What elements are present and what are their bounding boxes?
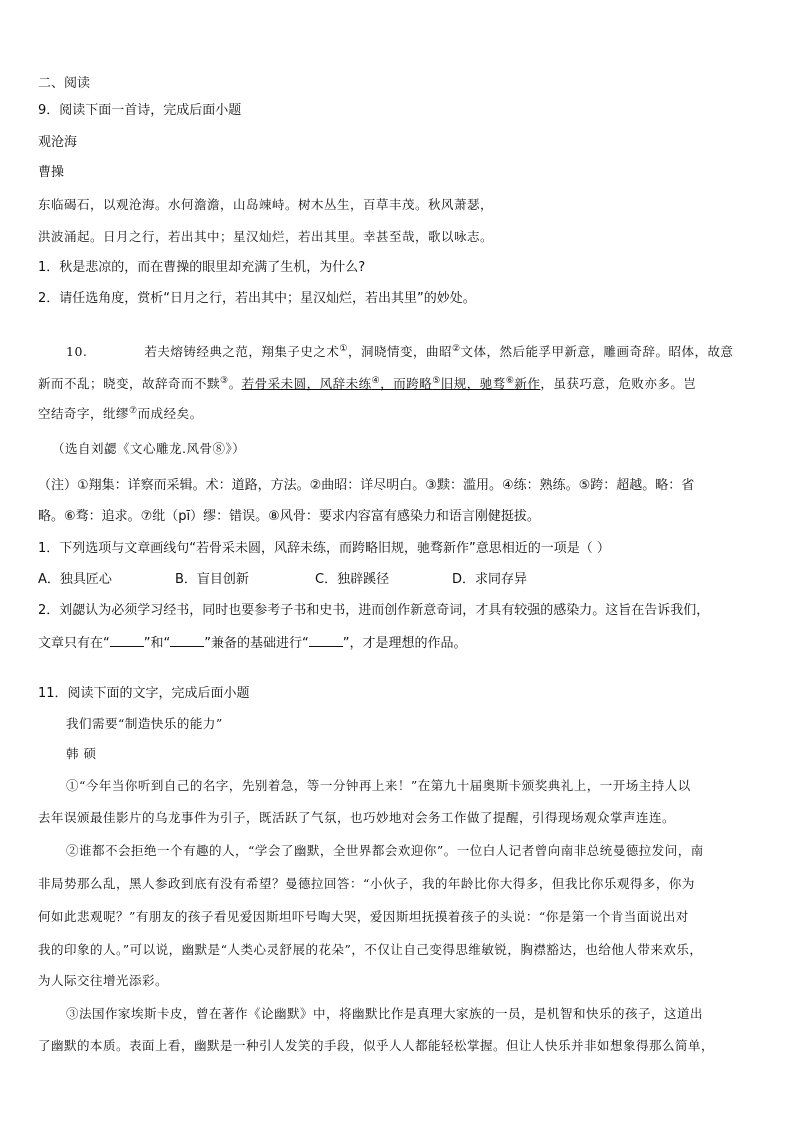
q9-sub-question-1: 1．秋是悲凉的，而在曹操的眼里却充满了生机，为什么? [38, 260, 366, 275]
q9-poem-line-1: 东临碣石，以观沧海。水何澹澹，山岛竦峙。树木丛生，百草丰茂。秋风萧瑟， [38, 197, 494, 212]
option-d: D．求同存异 [452, 572, 528, 587]
q10-sub-question-2-line-1: 2．刘勰认为必须学习经书，同时也要参考子书和史书，进而创作新意奇词，才具有较强的感染力。这旨在告诉我们， [38, 603, 710, 618]
q10-source: （选自刘勰《文心雕龙.风骨⑧》） [52, 441, 246, 456]
q11-paragraph-line: ①“今年当你听到自己的名字，先别着急，等一分钟再上来！”在第九十届奥斯卡颁奖典礼上，一开场主持人以 [66, 778, 691, 793]
q10-passage-line-2: 新而不乱；晓变，故辞奇而不黩③。若骨采未圆，风辞未练④，而跨略⑤旧规，驰骛⑥新作，虽获巧意，危败亦多。岂 [38, 375, 697, 391]
section-heading: 二、阅读 [38, 76, 91, 91]
q10-passage-line-3: 空结奇字，纰缪⑦而成经矣。 [38, 405, 203, 421]
note-marker: ③ [220, 375, 229, 386]
answer-blank-3[interactable] [309, 634, 343, 647]
q10-passage-line-1: 10. 若夫熔铸经典之范，翔集子史之术①，洞晓情变，曲昭②文体，然后能孚甲新意，雕画奇辞。昭体，故意 [66, 343, 734, 359]
note-marker: ② [451, 343, 461, 354]
q9-prompt: 9．阅读下面一首诗，完成后面小题 [38, 103, 242, 118]
q11-paragraph-line: ③法国作家埃斯卡皮，曾在著作《论幽默》中，将幽默比作是真理大家族的一员，是机智和快乐的孩子，这道出 [66, 1006, 704, 1021]
q11-article-title: 我们需要“制造快乐的能力” [66, 716, 223, 731]
q11-article-author: 韩 硕 [66, 746, 97, 761]
note-marker: ① [339, 343, 348, 354]
q10-number: 10. [66, 344, 88, 359]
q10-sub-question-2-line-2: 文章只有在“ ”和“ ”兼备的基础进行“ ”，才是理想的作品。 [38, 636, 467, 651]
underlined-sentence: 若骨采未圆，风辞未练④，而跨略⑤旧规，驰骛⑥新作 [241, 375, 541, 391]
q9-sub-question-2: 2．请任选角度，赏析“日月之行，若出其中；星汉灿烂，若出其里”的妙处。 [38, 291, 476, 306]
q10-sub-question-1: 1．下列选项与文章画线句“若骨采未圆，风辞未练，而跨略旧规，驰骛新作”意思相近的一项是（ ） [38, 541, 610, 556]
q9-poem-line-2: 洪波涌起。日月之行，若出其中；星汉灿烂，若出其里。幸甚至哉，歌以咏志。 [38, 229, 494, 244]
q9-poem-title: 观沧海 [38, 135, 78, 150]
answer-blank-2[interactable] [170, 634, 204, 647]
q11-paragraph-line: 为人际交往增光添彩。 [38, 973, 169, 988]
q10-note-line-2: 略。⑥骛：追求。⑦纰（pī）缪：错误。⑧风骨：要求内容富有感染力和语言刚健挺拔。 [38, 509, 540, 524]
option-c: C．独辟蹊径 [315, 572, 390, 587]
q11-paragraph-line: 了幽默的本质。表面上看，幽默是一种引人发笑的手段，似乎人人都能轻松掌握。但让人快乐并非如想象得那么简单， [38, 1038, 715, 1053]
q11-prompt: 11．阅读下面的文字，完成后面小题 [38, 686, 250, 701]
option-a: A．独具匠心 [38, 572, 112, 587]
q10-note-line-1: （注）①翔集：详察而采辑。术：道路，方法。②曲昭：详尽明白。③黩：滥用。④练：熟练。⑤跨：超越。略：省 [38, 478, 695, 493]
q11-paragraph-line: 我的印象的人。”可以说，幽默是“人类心灵舒展的花朵”，不仅让自己变得思维敏锐，胸襟豁达，也给他人带来欢乐， [38, 942, 703, 957]
q11-paragraph-line: 去年误颁最佳影片的乌龙事件为引子，既活跃了气氛，也巧妙地对会务工作做了提醒，引得现场观众掌声连连。 [38, 810, 676, 825]
q9-poem-author: 曹操 [38, 165, 65, 180]
q11-paragraph-line: ②谁都不会拒绝一个有趣的人，“学会了幽默，全世界都会欢迎你”。一位白人记者曾向南非总统曼德拉发问，南 [66, 843, 704, 858]
q11-paragraph-line: 非局势那么乱，黑人参政到底有没有希望？曼德拉回答：“小伙子，我的年龄比你大得多，但我比你乐观得多，你为 [38, 876, 695, 891]
note-marker: ⑦ [129, 405, 138, 416]
answer-blank-1[interactable] [110, 634, 144, 647]
option-b: B．盲目创新 [175, 572, 249, 587]
q11-paragraph-line: 何如此悲观呢？”有朋友的孩子看见爱因斯坦吓号啕大哭，爱因斯坦抚摸着孩子的头说：“你是第一个肯当面说出对 [38, 909, 689, 924]
